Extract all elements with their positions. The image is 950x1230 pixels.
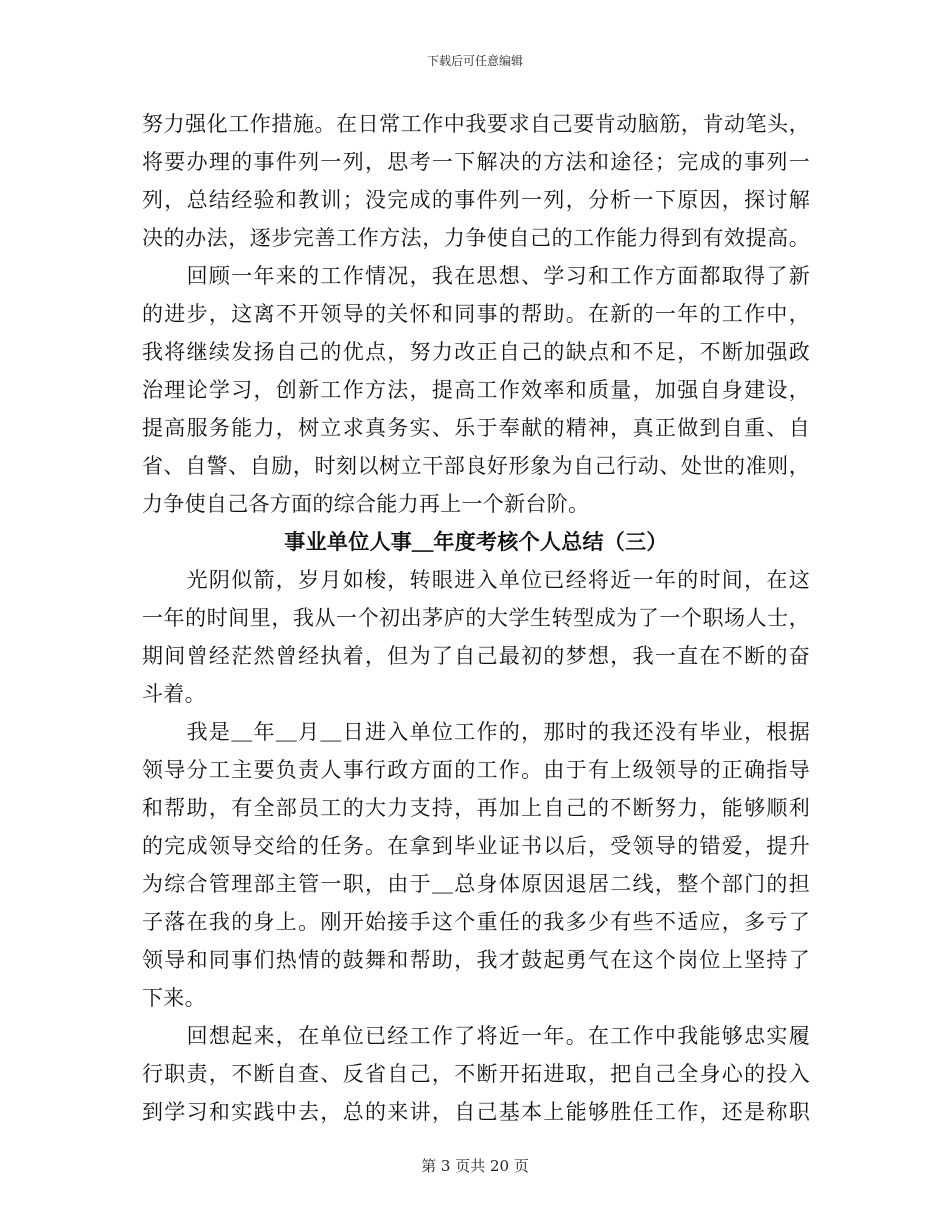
body-line: 回想起来，在单位已经工作了将近一年。在工作中我能够忠实履 [142,1024,810,1048]
body-line: 的进步，这离不开领导的关怀和同事的帮助。在新的一年的工作中， [142,302,810,326]
body-line: 列，总结经验和教训；没完成的事件列一列，分析一下原因，探讨解 [142,188,810,212]
body-line: 领导分工主要负责人事行政方面的工作。由于有上级领导的正确指导 [142,758,810,782]
body-line: 努力强化工作措施。在日常工作中我要求自己要肯动脑筋，肯动笔头， [142,112,810,136]
section-title: 事业单位人事＿年度考核个人总结（三） [284,529,668,554]
header-note: 下载后可任意编辑 [426,54,523,68]
body-line: 的完成领导交给的任务。在拿到毕业证书以后，受领导的错爱，提升 [142,834,810,858]
body-line: 到学习和实践中去，总的来讲，自己基本上能够胜任工作，还是称职 [142,1100,810,1124]
page-number-footer: 第 3 页共 20 页 [421,1157,529,1175]
body-line: 省、自警、自励，时刻以树立干部良好形象为自己行动、处世的准则， [142,454,810,478]
body-line: 光阴似箭，岁月如梭，转眼进入单位已经将近一年的时间，在这 [142,568,810,592]
body-line: 行职责，不断自查、反省自己，不断开拓进取，把自己全身心的投入 [142,1062,810,1086]
body-line: 将要办理的事件列一列，思考一下解决的方法和途径；完成的事列一 [142,150,810,174]
body-line: 一年的时间里，我从一个初出茅庐的大学生转型成为了一个职场人士， [142,606,810,630]
body-line: 力争使自己各方面的综合能力再上一个新台阶。 [142,492,590,516]
body-line: 和帮助，有全部员工的大力支持，再加上自己的不断努力，能够顺利 [142,796,810,820]
body-line: 决的办法，逐步完善工作方法，力争使自己的工作能力得到有效提高。 [142,226,810,250]
body-line: 提高服务能力，树立求真务实、乐于奉献的精神，真正做到自重、自 [142,416,810,440]
body-line: 为综合管理部主管一职，由于＿总身体原因退居二线，整个部门的担 [142,872,810,896]
body-line: 领导和同事们热情的鼓舞和帮助，我才鼓起勇气在这个岗位上坚持了 [142,948,810,972]
document-body [142,105,810,1131]
body-line: 下来。 [142,986,206,1010]
body-line: 回顾一年来的工作情况，我在思想、学习和工作方面都取得了新 [142,264,810,288]
body-line: 期间曾经茫然曾经执着，但为了自己最初的梦想，我一直在不断的奋 [142,644,810,668]
body-line: 斗着。 [142,682,206,706]
body-line: 子落在我的身上。刚开始接手这个重任的我多少有些不适应，多亏了 [142,910,810,934]
body-line: 治理论学习，创新工作方法，提高工作效率和质量，加强自身建设， [142,378,810,402]
body-line: 我是＿年＿月＿日进入单位工作的，那时的我还没有毕业，根据 [142,720,810,744]
body-line: 我将继续发扬自己的优点，努力改正自己的缺点和不足，不断加强政 [142,340,810,364]
